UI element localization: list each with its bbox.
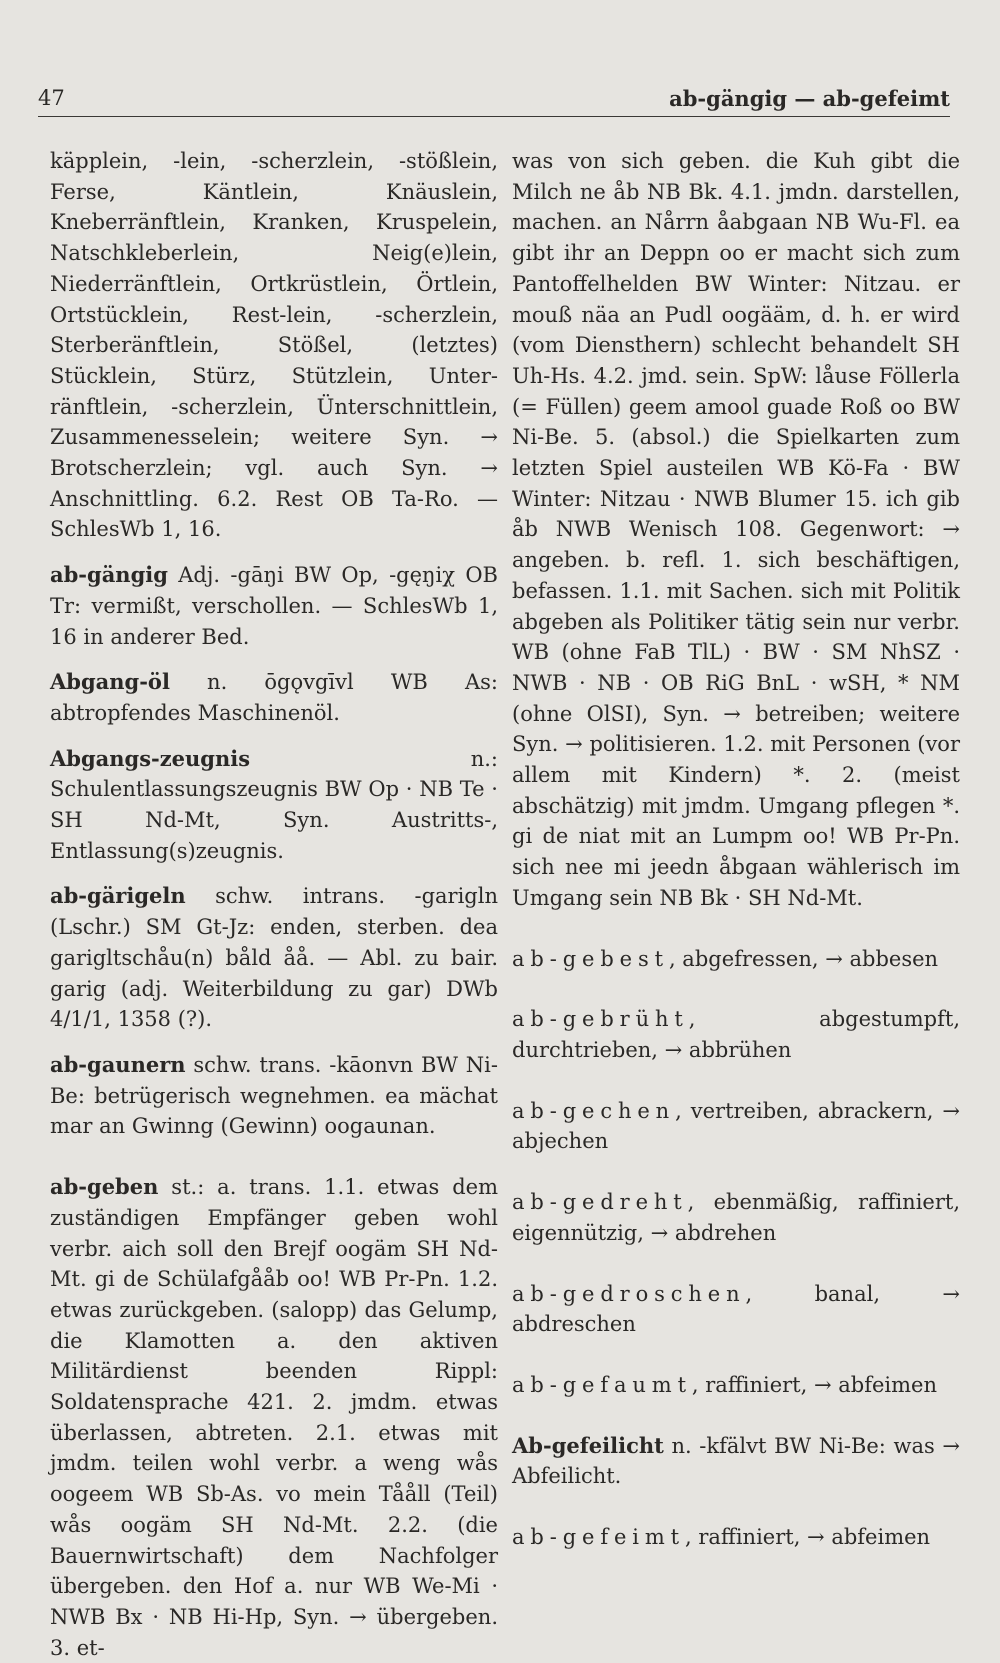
left-column — [50, 146, 498, 1663]
entry-ab-gefeilicht — [512, 1431, 960, 1492]
entry-body: Adj. -gāŋi BW Op, -gęŋiχ OB Tr: vermißt, verschollen. — SchlesWb 1, 16 in anderer Bed. — [50, 563, 498, 649]
continued-entry-text: käpplein, -lein, -scherzlein, -stößlein, Ferse, Käntlein, Knäuslein, Kneberränftlein, Kranken, Kruspelein, Natschkleberlein, Neig(e)lein, Niederränftlein, Ortkrüstlein, Örtlein, Ortstücklein, Rest-lein, -scherzlein, Sterberänftlein, Stößel, (letztes) Stücklein, Stürz, Stützlein, Unter-ränftlein, -scherzlein, Ünterschnittlein, Zusammenesselein; weitere Syn. → Brotscherzlein; vgl. auch Syn. → Anschnittling. 6.2. Rest OB Ta-Ro. — SchlesWb 1, 16. — [50, 149, 498, 542]
entry-body: n. ōgǫvgīvl WB As: abtropfendes Maschinenöl. — [50, 670, 498, 725]
entry-ab-geben — [50, 1172, 498, 1663]
running-head: ab-gängig — ab-gefeimt — [669, 86, 950, 111]
ref-body: banal, → abdreschen — [512, 1281, 960, 1337]
entry-body: n.: Schulentlassungszeugnis BW Op · NB Te · SH Nd-Mt, Syn. Austritts-, Entlassung(s)zeugnis. — [50, 746, 498, 863]
ref-body: raffiniert, → abfeimen — [705, 1372, 937, 1397]
entry-headword: ab-gärigeln — [50, 883, 186, 909]
entry-abgangs-zeugnis — [50, 744, 498, 867]
continued-entry-text: was von sich geben. die Kuh gibt die Milch ne åb NB Bk. 4.1. jmdn. darstellen, machen. an Nårrn åabgaan NB Wu-Fl. ea gibt ihr an Deppn oo er macht sich zum Pantoffelhelden BW Winter: Nitzau. er mouß näa an Pudl oogääm, d. h. er wird (vom Diensthern) schlecht behandelt SH Uh-Hs. 4.2. jmd. sein. SpW: låuse Föllerla (= Füllen) geem amool guade Roß oo BW Ni-Be. 5. (absol.) die Spielkarten zum letzten Spiel austeilen WB Kö-Fa · BW Winter: Nitzau · NWB Blumer 15. ich gib åb NWB Wenisch 108. Gegenwort: → angeben. b. refl. 1. sich beschäftigen, befassen. 1.1. mit Sachen. sich mit Politik abgeben als Politiker tätig sein nur verbr. WB (ohne FaB TlL) · BW · SM NhSZ · NWB · NB · OB RiG BnL · wSH, * NM (ohne OlSI), Syn. → betreiben; weitere Syn. → politisieren. 1.2. mit Personen (vor allem mit Kindern) *. 2. (meist abschätzig) mit jmdm. Umgang pflegen *. gi de niat mit an Lumpm oo! WB Pr-Pn. sich nee mi jeedn åbgaan wählerisch im Umgang sein NB Bk · SH Nd-Mt. — [512, 149, 960, 910]
page-header — [38, 80, 950, 117]
ref-body: ebenmäßig, raffiniert, eigennützig, → abdrehen — [512, 1190, 960, 1245]
right-column — [512, 146, 960, 1553]
ref-headword: ab-gefeimt — [512, 1525, 685, 1550]
entry-ab-gaengig — [50, 560, 498, 652]
ref-ab-gebrueht: ab-gebrüht, abgestumpft, durchtrieben, → abbrühen — [512, 1007, 960, 1062]
ref-headword: ab-gebest — [512, 946, 669, 971]
ref-ab-gebest: ab-gebest, abgefressen, → abbesen — [512, 946, 939, 971]
ref-ab-gedroschen: ab-gedroschen, banal, → abdreschen — [512, 1281, 960, 1337]
entry-headword: Abgangs-zeugnis — [50, 745, 251, 771]
entry-headword: ab-geben — [50, 1174, 159, 1200]
ref-headword: ab-gedreht — [512, 1190, 688, 1215]
ref-ab-gefaumt: ab-gefaumt, raffiniert, → abfeimen — [512, 1372, 937, 1397]
ref-ab-gechen: ab-gechen, vertreiben, abrackern, → abjechen — [512, 1098, 960, 1154]
ref-headword: ab-gechen — [512, 1098, 676, 1123]
entry-body: schw. trans. -kāonvn BW Ni-Be: betrügerisch wegnehmen. ea mächat mar an Gwinng (Gewinn) oogaunan. — [50, 1052, 498, 1139]
entry-headword: Abgang-öl — [50, 669, 170, 695]
entry-headword: ab-gaunern — [50, 1051, 186, 1077]
ref-headword: ab-gedroschen — [512, 1281, 746, 1306]
entry-ab-gaunern — [50, 1050, 498, 1142]
entry-abgang-oel — [50, 667, 498, 728]
ref-ab-gefeimt: ab-gefeimt, raffiniert, → abfeimen — [512, 1525, 931, 1550]
entry-headword: ab-gängig — [50, 562, 168, 588]
ref-body: abgestumpft, durchtrieben, → abbrühen — [512, 1007, 960, 1062]
entry-body: st.: a. trans. 1.1. etwas dem zuständigen Empfänger geben wohl verbr. aich soll den Brejf oogäm SH Nd-Mt. gi de Schülafgååb oo! WB Pr-Pn. 1.2. etwas zurückgeben. (salopp) das Gelump, die Klamotten a. den aktiven Militärdienst beenden Rippl: Soldatensprache 421. 2. jmdm. etwas überlassen, abtreten. 2.1. etwas mit jmdm. teilen wohl verbr. a weng wås oogeem WB Sb-As. vo mein Tååll (Teil) wås oogäm SH Nd-Mt. 2.2. (die Bauernwirtschaft) dem Nachfolger übergeben. den Hof a. nur WB We-Mi · NWB Bx · NB Hi-Hp, Syn. → übergeben. 3. et- — [50, 1175, 498, 1660]
ref-body: abgefressen, → abbesen — [682, 946, 939, 971]
entry-headword: Ab-gefeilicht — [512, 1432, 664, 1458]
ref-ab-gedreht: ab-gedreht, ebenmäßig, raffiniert, eigennützig, → abdrehen — [512, 1190, 960, 1245]
ref-body: vertreiben, abrackern, → abjechen — [512, 1098, 960, 1154]
page-number: 47 — [38, 86, 65, 110]
entry-ab-gaerigeln — [50, 881, 498, 1035]
ref-headword: ab-gefaumt — [512, 1372, 692, 1397]
ref-body: raffiniert, → abfeimen — [698, 1525, 931, 1550]
entry-body: n. -kfälvt BW Ni-Be: was → Abfeilicht. — [512, 1433, 960, 1489]
entry-body: schw. intrans. -garigln (Lschr.) SM Gt-Jz: enden, sterben. dea garigltschåu(n) båld åå. — Abl. zu bair. garig (adj. Weiterbildung zu gar) DWb 4/1/1, 1358 (?). — [50, 884, 498, 1032]
ref-headword: ab-gebrüht — [512, 1007, 689, 1032]
